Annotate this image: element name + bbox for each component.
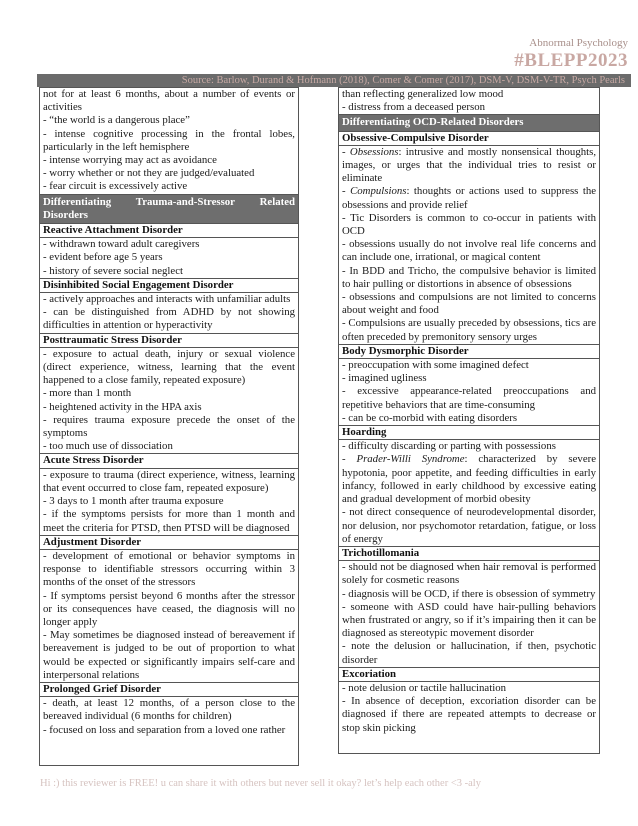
section-adjustment-disorder bbox=[40, 535, 298, 683]
section-reactive-attachment-disorder bbox=[40, 223, 298, 279]
note-line: - intense worrying may act as avoidance bbox=[43, 154, 217, 167]
section-hoarding bbox=[339, 425, 599, 547]
section-title: Disinhibited Social Engagement Disorder bbox=[40, 278, 298, 293]
footer-note: Hi :) this reviewer is FREE! u can share it with others but never sell it okay? let’s help each other <3 -aly bbox=[40, 778, 481, 789]
note-line: - imagined ugliness bbox=[342, 372, 427, 385]
section-title: Hoarding bbox=[339, 425, 599, 440]
note-line: - intense cognitive processing in the frontal lobes, particularly in the left hemisphere bbox=[43, 127, 295, 153]
note-line: - more than 1 month bbox=[43, 387, 132, 400]
section-body-dysmorphic-disorder bbox=[339, 344, 599, 426]
note-line: - 3 days to 1 month after trauma exposure bbox=[43, 495, 224, 508]
note-line: - someone with ASD could have hair-pulling behaviors when frustrated or angry, so if it’s impairing then it can be diagnosed as stereotypic movement disorder bbox=[342, 600, 596, 640]
note-line: - exposure to actual death, injury or sexual violence (direct experience, witness, learning that the event happened to a close family, repeated exposure) bbox=[43, 347, 295, 387]
exam-tag: #BLEPP2023 bbox=[514, 50, 628, 71]
category-band: Differentiating Trauma-and-Stressor Related Disorders bbox=[40, 194, 298, 224]
note-line: - evident before age 5 years bbox=[43, 251, 163, 264]
note-line: not for at least 6 months, about a number of events or activities bbox=[43, 88, 295, 114]
note-line: - Prader-Willi Syndrome: characterized by severe hypotonia, poor appetite, and feeding difficulties in early infancy, followed in early childhood by excessive eating and gradual development of morbid obesity bbox=[342, 453, 596, 506]
note-line: - actively approaches and interacts with unfamiliar adults bbox=[43, 293, 291, 306]
note-line: - can be distinguished from ADHD by not showing difficulties in attention or hyperactivity bbox=[43, 306, 295, 332]
section-title: Reactive Attachment Disorder bbox=[40, 223, 298, 238]
section-title: Adjustment Disorder bbox=[40, 535, 298, 550]
note-line: - preoccupation with some imagined defect bbox=[342, 359, 529, 372]
section-title: Excoriation bbox=[339, 667, 599, 682]
note-line: - Compulsions: thoughts or actions used to suppress the obsessions and provide relief bbox=[342, 185, 597, 211]
left-column bbox=[39, 87, 299, 766]
subject-heading: Abnormal Psychology bbox=[529, 37, 628, 49]
note-line: - worry whether or not they are judged/evaluated bbox=[43, 167, 255, 180]
note-line: - if the symptoms persists for more than 1 month and meet the criteria for PTSD, then PTSD will be diagnosed bbox=[43, 508, 295, 534]
note-line: - difficulty discarding or parting with possessions bbox=[342, 440, 556, 453]
note-line: - requires trauma exposure precede the onset of the symptoms bbox=[43, 413, 295, 440]
section-title: Acute Stress Disorder bbox=[40, 453, 298, 468]
note-line: - Obsessions: intrusive and mostly nonsensical thoughts, images, or urges that the individual tries to resist or eliminate bbox=[342, 145, 597, 185]
note-line: - If symptoms persist beyond 6 months after the stressor or its consequences have ceased, the diagnosis will no longer apply bbox=[43, 589, 295, 628]
note-line: - “the world is a dangerous place” bbox=[43, 114, 190, 127]
note-line: - distress from a deceased person bbox=[342, 101, 486, 114]
section-excoriation bbox=[339, 667, 599, 735]
note-line: - should not be diagnosed when hair removal is performed solely for cosmetic reasons bbox=[342, 561, 596, 587]
note-line: - focused on loss and separation from a loved one rather bbox=[43, 723, 286, 736]
note-line: - heightened activity in the HPA axis bbox=[43, 400, 202, 413]
note-line: - fear circuit is excessively active bbox=[43, 180, 188, 193]
note-line: - development of emotional or behavior symptoms in response to identifiable stressors occurring within 3 months of the onset of the stressors bbox=[43, 549, 295, 589]
note-line: - obsessions and compulsions are not limited to concerns about weight and food bbox=[342, 291, 596, 317]
note-line: - obsessions usually do not involve real life concerns and can include one, irrational, or magical content bbox=[342, 238, 596, 264]
note-line: - note the delusion or hallucination, if then, psychotic disorder bbox=[342, 640, 596, 666]
section-title: Obsessive-Compulsive Disorder bbox=[339, 131, 599, 146]
note-line: - diagnosis will be OCD, if there is obsession of symmetry bbox=[342, 587, 596, 600]
section-title: Prolonged Grief Disorder bbox=[40, 682, 298, 697]
note-line: - too much use of dissociation bbox=[43, 440, 173, 453]
section-disinhibited-social-engagement-disorder bbox=[40, 278, 298, 334]
note-line: - note delusion or tactile hallucination bbox=[342, 681, 507, 694]
note-line: - exposure to trauma (direct experience, witness, learning that event occurred to close fam, repeated exposure) bbox=[43, 468, 295, 494]
section-title: Body Dysmorphic Disorder bbox=[339, 344, 599, 359]
note-line: - excessive appearance-related preoccupations and repetitive behaviors that are time-consuming bbox=[342, 385, 596, 411]
section-trichotillomania bbox=[339, 546, 599, 668]
note-line: - Compulsions are usually preceded by obsessions, tics are often preceded by premonitory sensory urges bbox=[342, 317, 596, 343]
note-line: than reflecting generalized low mood bbox=[342, 88, 504, 100]
note-line: - death, at least 12 months, of a person close to the bereaved individual (6 months for children) bbox=[43, 697, 295, 723]
section-title: Trichotillomania bbox=[339, 546, 599, 561]
note-line: - May sometimes be diagnosed instead of bereavement if bereavement is judged to be out of proportion to what would be expected or significantly impairs self-care and interpersonal relations bbox=[43, 629, 295, 681]
note-line: - withdrawn toward adult caregivers bbox=[43, 238, 200, 251]
section-posttraumatic-stress-disorder bbox=[40, 333, 298, 455]
section-acute-stress-disorder bbox=[40, 453, 298, 535]
right-column bbox=[338, 87, 600, 754]
category-band: Differentiating OCD-Related Disorders bbox=[339, 114, 599, 131]
section-prolonged-grief-disorder bbox=[40, 682, 298, 737]
note-line: - history of severe social neglect bbox=[43, 264, 184, 277]
section-obsessive-compulsive-disorder bbox=[339, 131, 599, 345]
section-title: Posttraumatic Stress Disorder bbox=[40, 333, 298, 348]
note-line: - In BDD and Tricho, the compulsive behavior is limited to hair pulling or distortions in absence of obsessions bbox=[342, 264, 596, 290]
note-line: - Tic Disorders is common to co-occur in patients with OCD bbox=[342, 211, 596, 238]
note-line: - can be co-morbid with eating disorders bbox=[342, 411, 518, 424]
note-line: - not direct consequence of neurodevelopmental disorder, nor delusion, nor psychomotor retardation, fatigue, or loss of energy bbox=[342, 506, 596, 545]
source-bar: Source: Barlow, Durand & Hofmann (2018), Comer & Comer (2017), DSM-V, DSM-V-TR, Psych Pearls bbox=[37, 74, 631, 87]
note-line: - In absence of deception, excoriation disorder can be diagnosed if there are repeated attempts to decrease or stop skin picking bbox=[342, 695, 596, 734]
